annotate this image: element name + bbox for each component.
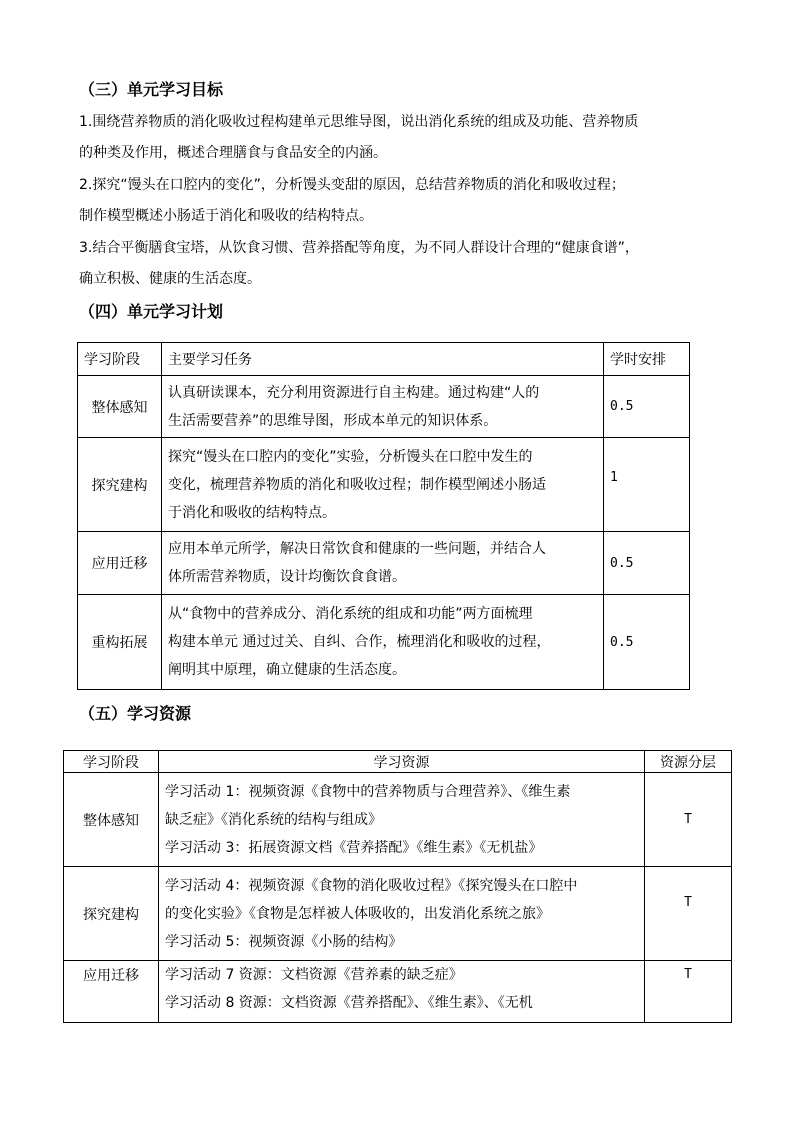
- resource-line: 学习活动 4：视频资源《食物的消化吸收过程》《探究馒头在口腔中: [165, 877, 578, 894]
- header-stage: 学习阶段: [64, 751, 159, 773]
- table-row: [64, 773, 732, 867]
- header-resources: 学习资源: [159, 751, 645, 773]
- goal-3-line-1: 3.结合平衡膳食宝塔，从饮食习惯、营养搭配等角度，为不同人群设计合理的“健康食谱”，: [79, 240, 639, 256]
- resource-cell: [159, 961, 645, 1023]
- task-line: 从“食物中的营养成分、消化系统的组成和功能”两方面梳理: [168, 606, 533, 622]
- resource-line: 学习活动 1：视频资源《食物中的营养物质与合理营养》、《维生素: [165, 783, 571, 800]
- hours-cell: 0.5: [604, 595, 690, 690]
- header-stage: 学习阶段: [78, 343, 162, 376]
- study-plan-table: [77, 342, 690, 690]
- goal-1-line-1: 1.围绕营养物质的消化吸收过程构建单元思维导图，说出消化系统的组成及功能、营养物质: [79, 114, 639, 130]
- resource-cell: [159, 773, 645, 867]
- task-line: 阐明其中原理，确立健康的生活态度。: [168, 662, 406, 678]
- task-line: 于消化和吸收的结构特点。: [168, 504, 336, 521]
- task-cell: [162, 532, 604, 595]
- stage-cell: 整体感知: [78, 376, 162, 438]
- table-row: [78, 532, 690, 595]
- stage-cell: 重构拓展: [78, 595, 162, 690]
- resource-line: 缺乏症》《消化系统的结构与组成》: [165, 811, 382, 828]
- stage-cell: 应用迁移: [78, 532, 162, 595]
- table-row: [78, 376, 690, 438]
- task-line: 体所需营养物质，设计均衡饮食食谱。: [168, 569, 406, 585]
- goal-1-line-2: 的种类及作用，概述合理膳食与食品安全的内涵。: [79, 145, 387, 161]
- stage-cell: 探究建构: [64, 867, 159, 961]
- stage-cell: 探究建构: [78, 438, 162, 532]
- header-hours: 学时安排: [604, 343, 690, 376]
- task-line: 变化，梳理营养物质的消化和吸收过程；制作模型阐述小肠适: [168, 476, 546, 493]
- goal-2-line-1: 2.探究“馒头在口腔内的变化”，分析馒头变甜的原因，总结营养物质的消化和吸收过程；: [79, 177, 625, 193]
- task-line: 认真研读课本，充分利用资源进行自主构建。通过构建“人的: [168, 384, 540, 401]
- task-cell: [162, 438, 604, 532]
- hours-cell: 0.5: [604, 376, 690, 438]
- resource-line: 学习活动 3：拓展资源文档《营养搭配》《维生素》《无机盐》: [165, 839, 543, 856]
- goal-2-line-2: 制作模型概述小肠适于消化和吸收的结构特点。: [79, 208, 373, 224]
- hours-cell: 1: [604, 438, 690, 532]
- resource-cell: [159, 867, 645, 961]
- header-task: 主要学习任务: [162, 343, 604, 376]
- resource-line: 学习活动 5：视频资源《小肠的结构》: [165, 933, 403, 950]
- stage-cell: 应用迁移: [64, 961, 159, 1023]
- goal-3-line-2: 确立积极、健康的生活态度。: [79, 271, 261, 287]
- section4-heading: （四）单元学习计划: [79, 302, 224, 321]
- level-cell: T: [645, 961, 732, 1023]
- level-cell: T: [645, 867, 732, 961]
- table-row: [64, 961, 732, 1023]
- table-row: [64, 867, 732, 961]
- task-cell: [162, 376, 604, 438]
- resource-line: 学习活动 8 资源：文档资源《营养搭配》、《维生素》、《无机: [165, 995, 533, 1011]
- task-line: 探究“馒头在口腔内的变化”实验，分析馒头在口腔中发生的: [168, 448, 533, 465]
- hours-cell: 0.5: [604, 532, 690, 595]
- task-line: 构建本单元 通过过关、自纠、合作，梳理消化和吸收的过程，: [168, 634, 551, 650]
- table-row: [78, 595, 690, 690]
- resource-line: 的变化实验》《食物是怎样被人体吸收的，出发消化系统之旅》: [165, 905, 550, 922]
- resource-line: 学习活动 7 资源：文档资源《营养素的缺乏症》: [165, 967, 463, 983]
- task-line: 应用本单元所学，解决日常饮食和健康的一些问题，并结合人: [168, 541, 546, 557]
- section3-heading: （三）单元学习目标: [79, 80, 224, 99]
- task-line: 生活需要营养”的思维导图，形成本单元的知识体系。: [168, 412, 498, 429]
- resources-table: [63, 750, 732, 1023]
- header-level: 资源分层: [645, 751, 732, 773]
- table-row: [78, 438, 690, 532]
- level-cell: T: [645, 773, 732, 867]
- task-cell: [162, 595, 604, 690]
- table-header-row: [64, 751, 732, 773]
- table-header-row: [78, 343, 690, 376]
- stage-cell: 整体感知: [64, 773, 159, 867]
- section5-heading: （五）学习资源: [79, 704, 192, 723]
